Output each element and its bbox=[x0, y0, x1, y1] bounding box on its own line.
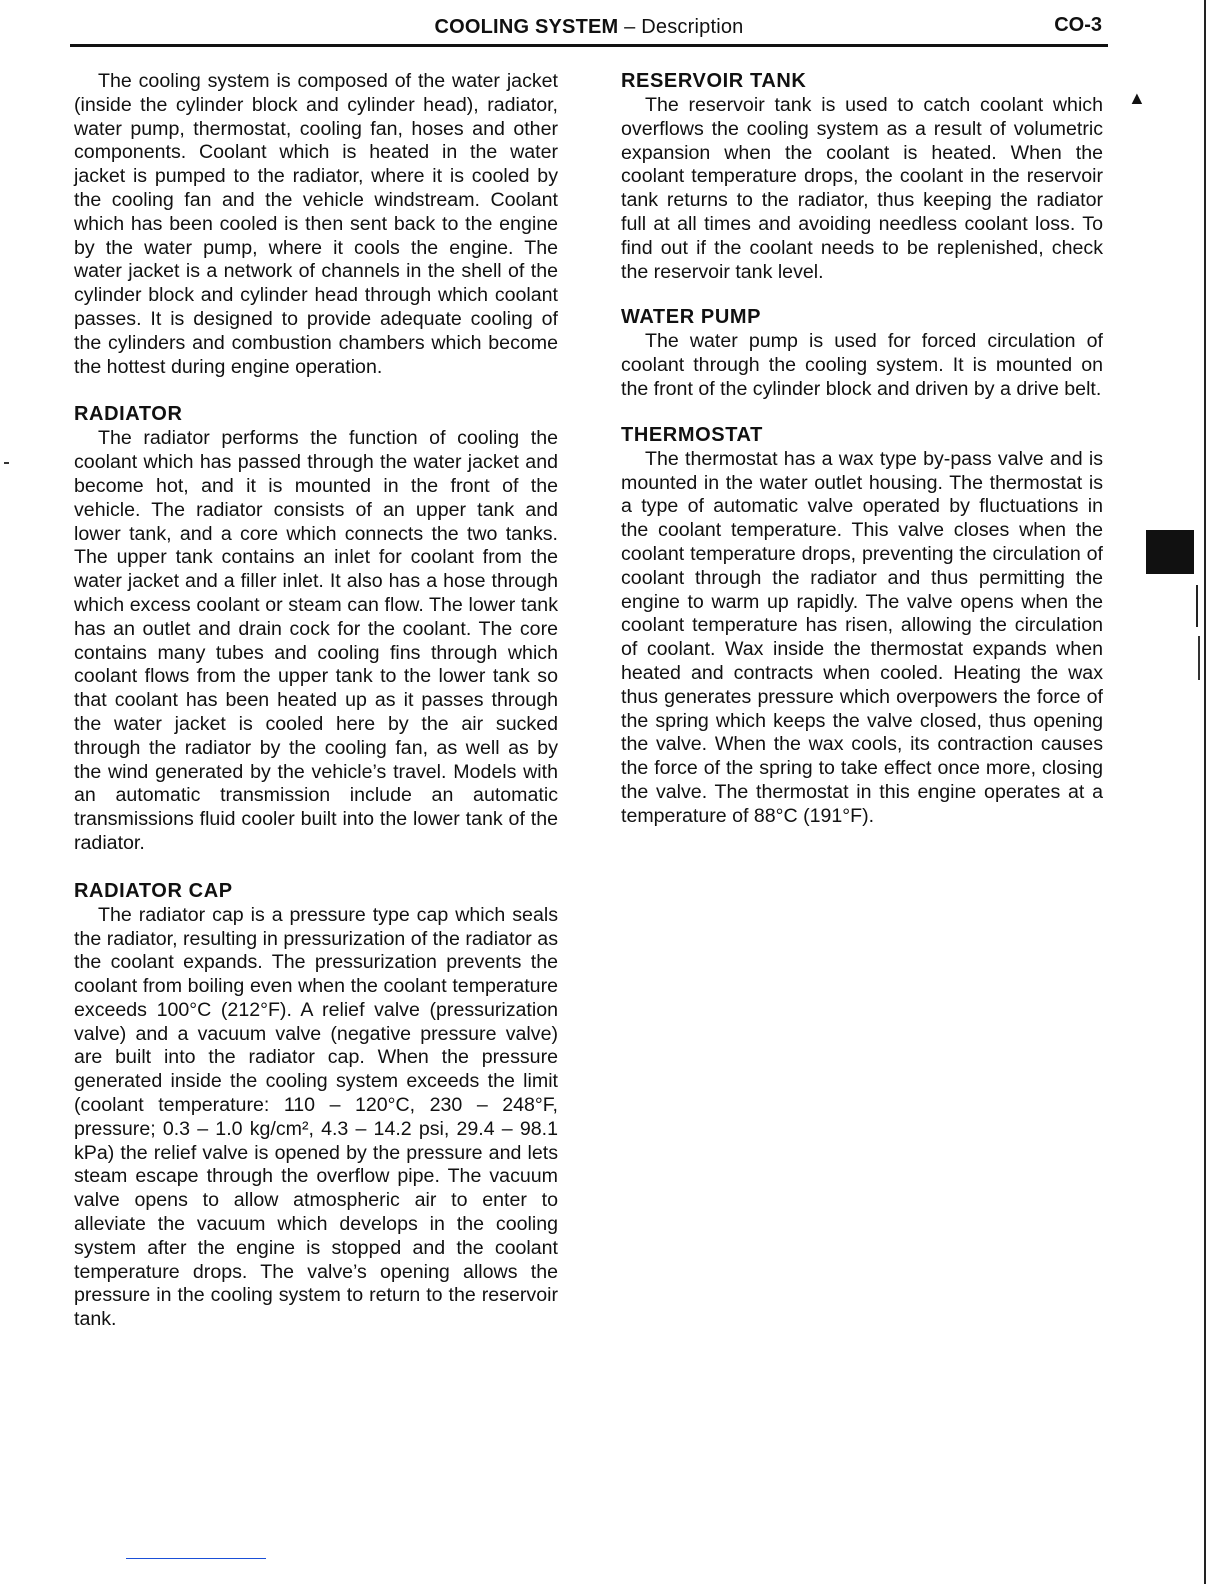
radiator-cap-paragraph: The radiator cap is a pressure type cap which seals the radiator, resulting in pressurization of the radiator as the coolant expands. The pressurization prevents the coolant from boiling even when the coolant temperature exceeds 100°C (212°F). A relief valve (pressurization valve) and a vacuum valve (negative pressure valve) are built into the radiator cap. When the pressure generated inside the cooling system exceeds the limit (coolant temperature: 110 – 120°C, 230 – 248°F, pressure; 0.3 – 1.0 kg/cm², 4.3 – 14.2 psi, 29.4 – 98.1 kPa) the relief valve is opened by the pressure and lets steam escape through the overflow pipe. The vacuum valve opens to allow atmospheric air to enter to alleviate the vacuum which develops in the cooling system after the engine is stopped and the coolant temperature drops. The valve’s opening allows the pressure in the cooling system to return to the reservoir tank. bbox=[74, 903, 558, 1331]
left-column bbox=[74, 70, 558, 1332]
reservoir-tank-paragraph: The reservoir tank is used to catch coolant which overflows the cooling system as a result of volumetric expansion when the coolant is heated. When the coolant temperature drops, the coolant in the reservoir tank returns to the radiator, thus keeping the radiator full at all times and avoiding needless coolant loss. To find out if the coolant needs to be replenished, check the reservoir tank level. bbox=[621, 94, 1103, 283]
page-header bbox=[70, 14, 1108, 47]
margin-mark bbox=[1196, 585, 1198, 627]
margin-mark bbox=[1198, 636, 1200, 680]
section-thumb-tab bbox=[1146, 530, 1194, 574]
right-column bbox=[621, 68, 1103, 829]
margin-tick bbox=[4, 462, 9, 464]
radiator-heading: RADIATOR bbox=[74, 403, 183, 426]
footer-rule bbox=[126, 1558, 266, 1559]
water-pump-heading: WATER PUMP bbox=[621, 306, 762, 329]
page-title bbox=[70, 16, 1108, 39]
scan-mark-icon: ▲ bbox=[1128, 88, 1146, 108]
title-section: COOLING SYSTEM bbox=[434, 16, 619, 38]
water-pump-paragraph: The water pump is used for forced circulation of coolant through the cooling system. It is mounted on the front of the cylinder block and driven by a drive belt. bbox=[621, 330, 1103, 400]
radiator-paragraph: The radiator performs the function of cooling the coolant which has passed through the water jacket and become hot, and it is mounted in the front of the vehicle. The radiator consists of an upper tank and lower tank, and a core which connects the two tanks. The upper tank contains an inlet for coolant from the water jacket and a filler inlet. It also has a hose through which excess coolant or steam can flow. The lower tank has an outlet and drain cock for the coolant. The core contains many tubes and cooling fins through which coolant flows from the upper tank to the lower tank so that coolant has been heated up as it passes through the water jacket is cooled here by the air sucked through the radiator by the cooling fan, as well as by the wind generated by the vehicle’s travel. Models with an automatic transmission include an automatic transmissions fluid cooler built into the lower tank of the radiator. bbox=[74, 427, 558, 854]
thermostat-paragraph: The thermostat has a wax type by-pass valve and is mounted in the water outlet housing. The thermostat is a type of automatic valve operated by fluctuations in the coolant temperature. This valve closes when the coolant temperature drops, preventing the circulation of coolant through the radiator and thus permitting the engine to warm up rapidly. The valve opens when the coolant temperature has risen, allowing the circulation of coolant. Wax inside the thermostat expands when heated and contracts when cooled. Heating the wax thus generates pressure which overpowers the force of the spring which keeps the valve closed, thus opening the valve. When the wax cools, its contraction causes the force of the spring to take effect once more, closing the valve. The thermostat in this engine operates at a temperature of 88°C (191°F). bbox=[621, 447, 1103, 827]
radiator-cap-heading: RADIATOR CAP bbox=[74, 879, 233, 902]
page-number: CO-3 bbox=[1054, 14, 1102, 36]
thermostat-heading: THERMOSTAT bbox=[621, 423, 763, 446]
reservoir-tank-heading: RESERVOIR TANK bbox=[621, 70, 807, 92]
title-subsection: – Description bbox=[618, 16, 744, 38]
page-edge-line bbox=[1204, 0, 1206, 1584]
intro-paragraph: The cooling system is composed of the water jacket (inside the cylinder block and cylinder head), radiator, water pump, thermostat, cooling fan, hoses and other components. Coolant which is heated in the water jacket is pumped to the radiator, where it is cooled by the cooling fan and the vehicle windstream. Coolant which has been cooled is then sent back to the engine by the water pump, where it cools the engine. The water jacket is a network of channels in the shell of the cylinder block and cylinder head through which coolant passes. It is designed to provide adequate cooling of the cylinders and combustion chambers which become the hottest during engine operation. bbox=[74, 70, 558, 378]
